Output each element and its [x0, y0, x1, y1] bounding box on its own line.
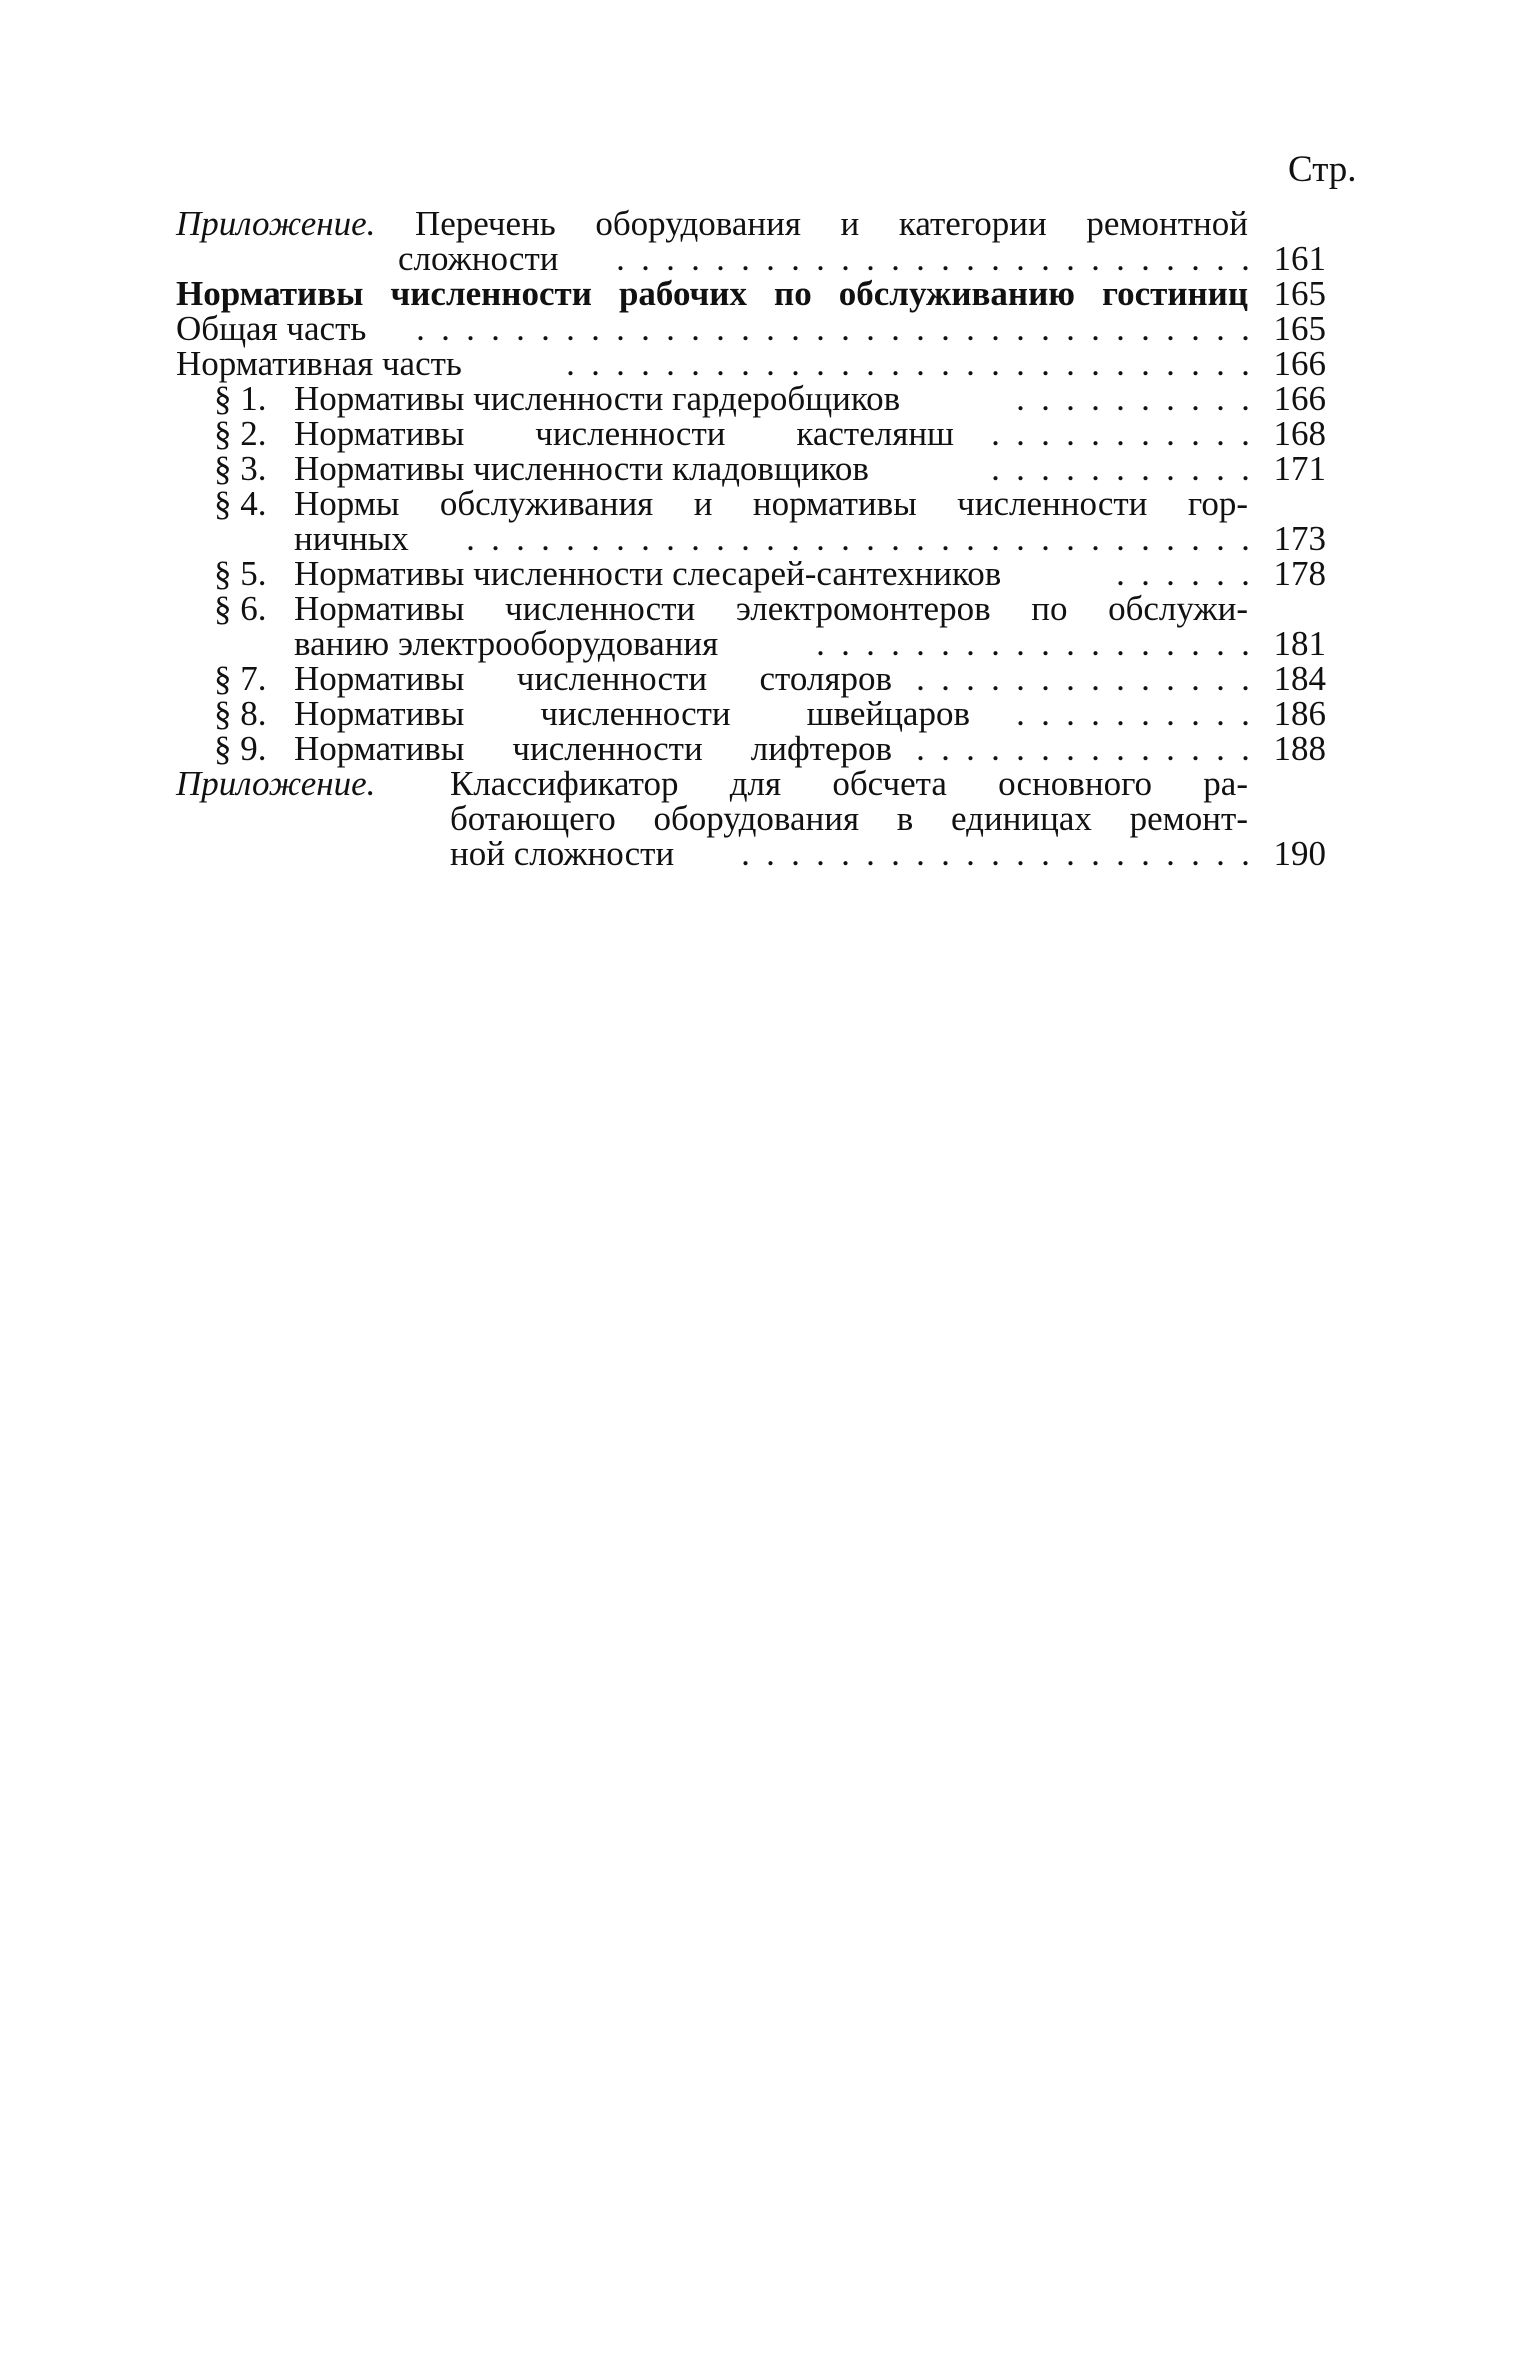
- toc-section-number: § 8.: [214, 694, 267, 733]
- toc-entry: [176, 276, 1326, 311]
- toc-page-number: 184: [1273, 659, 1326, 698]
- toc-entry-text: Нормативы численности столяров: [294, 659, 892, 698]
- toc-entry: [176, 486, 1326, 521]
- dot-leader: . . . . . . . . . . . . . . . . . . . . . . . . . . . . . . . . . .: [416, 311, 1250, 346]
- toc-section-number: § 2.: [214, 414, 267, 453]
- toc-entry-text: Общая часть: [176, 309, 367, 348]
- toc-entry: [176, 836, 1326, 871]
- toc-entry: [176, 381, 1326, 416]
- dot-leader: . . . . . . . . . . .: [991, 416, 1250, 451]
- dot-leader: . . . . . . . . . . . . . . . . . . . . . . . . . .: [616, 241, 1250, 276]
- toc-page-number: 171: [1273, 449, 1326, 488]
- dot-leader: . . . . . . . . . .: [1016, 696, 1250, 731]
- dot-leader: . . . . . . . . . . . . . . . . . . . . . . . . . . . . . . . .: [466, 521, 1250, 556]
- toc-entry-label-italic: Приложение.: [176, 764, 376, 803]
- toc-section-number: § 3.: [214, 449, 267, 488]
- dot-leader: . . . . . . . . . . . . . .: [916, 731, 1250, 766]
- toc-entry-label-italic: Приложение.: [176, 204, 376, 243]
- toc-entry-text: ной сложности: [450, 834, 675, 873]
- toc-entry-text: сложности: [398, 239, 559, 278]
- dot-leader: . . . . . . . . . . . . . . . . . .: [816, 626, 1250, 661]
- toc-entry: [176, 696, 1326, 731]
- toc-entry-text: Нормы обслуживания и нормативы численности гор-: [294, 484, 1248, 523]
- toc-entry-text: Нормативы численности швейцаров: [294, 694, 970, 733]
- table-of-contents: [176, 206, 1326, 871]
- toc-entry: [176, 731, 1326, 766]
- toc-entry: [176, 521, 1326, 556]
- toc-section-number: § 5.: [214, 554, 267, 593]
- toc-entry-text: Нормативы численности кастелянш: [294, 414, 954, 453]
- toc-entry: [176, 766, 1326, 801]
- toc-entry-text: Классификатор для обсчета основного ра-: [450, 764, 1248, 803]
- page-column-header: Стр.: [1288, 149, 1357, 190]
- toc-page-number: 178: [1273, 554, 1326, 593]
- toc-entry: [176, 591, 1326, 626]
- toc-entry: [176, 416, 1326, 451]
- toc-page-number: 186: [1273, 694, 1326, 733]
- toc-entry-text: Нормативы численности рабочих по обслуживанию гостиниц: [176, 274, 1248, 313]
- toc-entry: [176, 626, 1326, 661]
- dot-leader: . . . . . . . . . . . . . .: [916, 661, 1250, 696]
- toc-page-number: 190: [1273, 834, 1326, 873]
- toc-section-number: § 9.: [214, 729, 267, 768]
- toc-page-number: 166: [1273, 344, 1326, 383]
- toc-entry-text: Нормативы численности электромонтеров по обслужи-: [294, 589, 1248, 628]
- toc-entry: [176, 241, 1326, 276]
- toc-section-number: § 4.: [214, 484, 267, 523]
- toc-entry-text: ванию электрооборудования: [294, 624, 719, 663]
- dot-leader: . . . . . . . . . . . . . . . . . . . . .: [741, 836, 1250, 871]
- toc-entry: [176, 801, 1326, 836]
- toc-entry-text: Нормативная часть: [176, 344, 462, 383]
- toc-page-number: 188: [1273, 729, 1326, 768]
- toc-page-number: 161: [1273, 239, 1326, 278]
- toc-entry-text: Нормативы численности лифтеров: [294, 729, 892, 768]
- toc-entry: [176, 556, 1326, 591]
- toc-entry-text: ничных: [294, 519, 409, 558]
- toc-entry: [176, 206, 1326, 241]
- dot-leader: . . . . . . . . . .: [1016, 381, 1250, 416]
- toc-entry: [176, 346, 1326, 381]
- toc-page-number: 173: [1273, 519, 1326, 558]
- toc-page-number: 166: [1273, 379, 1326, 418]
- toc-entry: [176, 451, 1326, 486]
- toc-section-number: § 7.: [214, 659, 267, 698]
- toc-page-number: 165: [1273, 274, 1326, 313]
- toc-section-number: § 6.: [214, 589, 267, 628]
- toc-entry-text: Нормативы численности кладовщиков: [294, 449, 869, 488]
- toc-page-number: 168: [1273, 414, 1326, 453]
- toc-section-number: § 1.: [214, 379, 267, 418]
- toc-entry: [176, 661, 1326, 696]
- toc-entry-text: Перечень оборудования и категории ремонтной: [375, 204, 1248, 243]
- toc-entry-text: ботающего оборудования в единицах ремонт-: [450, 799, 1248, 838]
- toc-entry-text: Нормативы численности гардеробщиков: [294, 379, 901, 418]
- dot-leader: . . . . . . . . . . .: [991, 451, 1250, 486]
- toc-page-number: 165: [1273, 309, 1326, 348]
- toc-page-number: 181: [1273, 624, 1326, 663]
- dot-leader: . . . . . .: [1116, 556, 1250, 591]
- toc-entry: [176, 311, 1326, 346]
- toc-entry-text: Нормативы численности слесарей-сантехников: [294, 554, 1002, 593]
- dot-leader: . . . . . . . . . . . . . . . . . . . . . . . . . . . .: [566, 346, 1250, 381]
